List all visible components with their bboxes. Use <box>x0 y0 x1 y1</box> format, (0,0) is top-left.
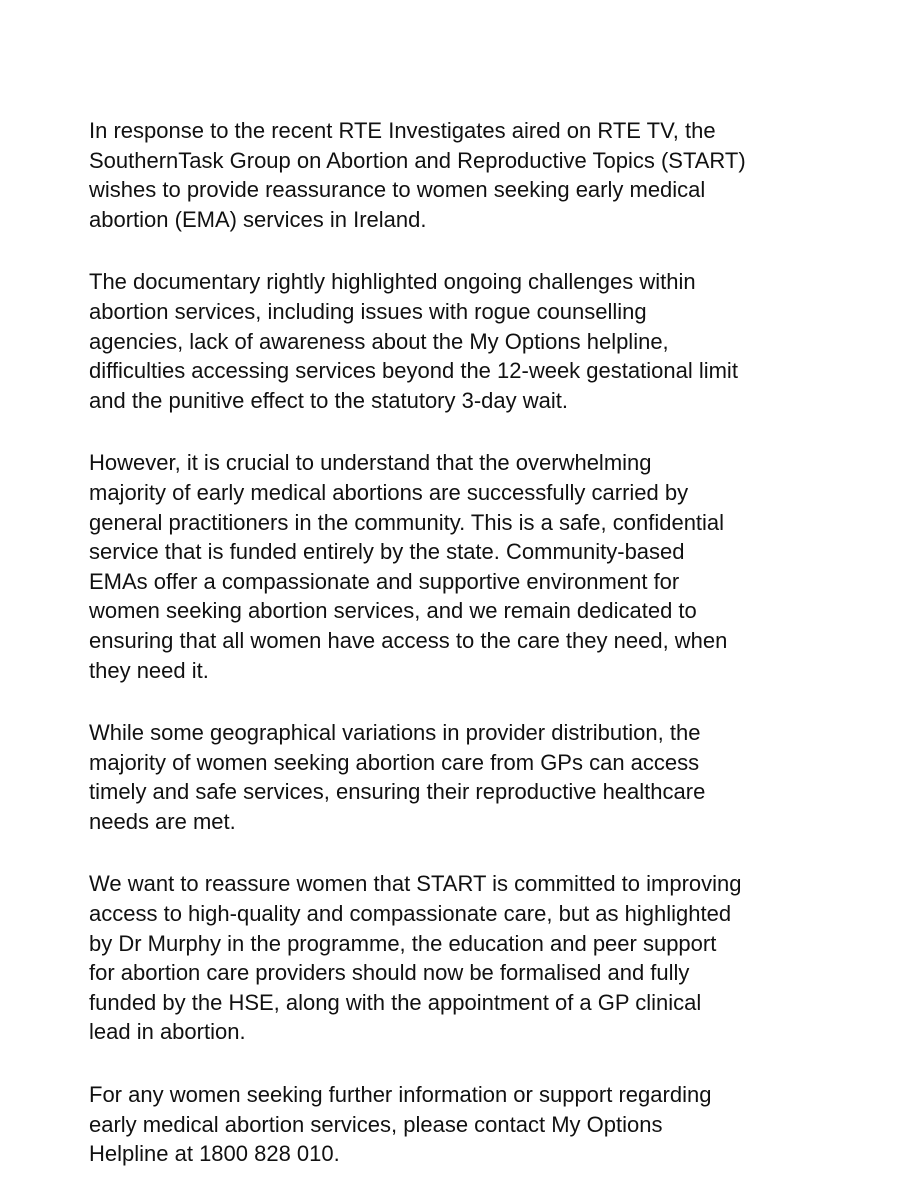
paragraph-however: However, it is crucial to understand that the overwhelming majority of early medical abortions are successfully carried by general practitioners in the community. This is a safe, confidential service that is funded entirely by the state. Community-based EMAs offer a compassionate and supportive environment for women seeking abortion services, and we remain dedicated to ensuring that all women have access to the care they need, when they need it. <box>89 450 728 683</box>
paragraph-reassure: We want to reassure women that START is committed to improving access to high-quality and compassionate care, but as highlighted by Dr Murphy in the programme, the education and peer support for abortion care providers should now be formalised and fully funded by the HSE, along with the appointment of a GP clinical lead in abortion. <box>89 871 742 1045</box>
paragraph-contact: For any women seeking further information or support regarding early medical abortion services, please contact My Options Helpline at 1800 828 010. <box>89 1082 712 1167</box>
paragraph-documentary: The documentary rightly highlighted ongoing challenges within abortion services, including issues with rogue counselling agencies, lack of awareness about the My Options helpline, difficulties accessing services beyond the 12-week gestational limit and the punitive effect to the statutory 3-day wait. <box>89 269 738 413</box>
statement-body <box>89 116 889 1202</box>
paragraph-geographical: While some geographical variations in provider distribution, the majority of women seeking abortion care from GPs can access timely and safe services, ensuring their reproductive healthcare needs are met. <box>89 720 706 834</box>
paragraph-intro: In response to the recent RTE Investigates aired on RTE TV, the SouthernTask Group on Abortion and Reproductive Topics (START) wishes to provide reassurance to women seeking early medical abortion (EMA) services in Ireland. <box>89 118 746 232</box>
